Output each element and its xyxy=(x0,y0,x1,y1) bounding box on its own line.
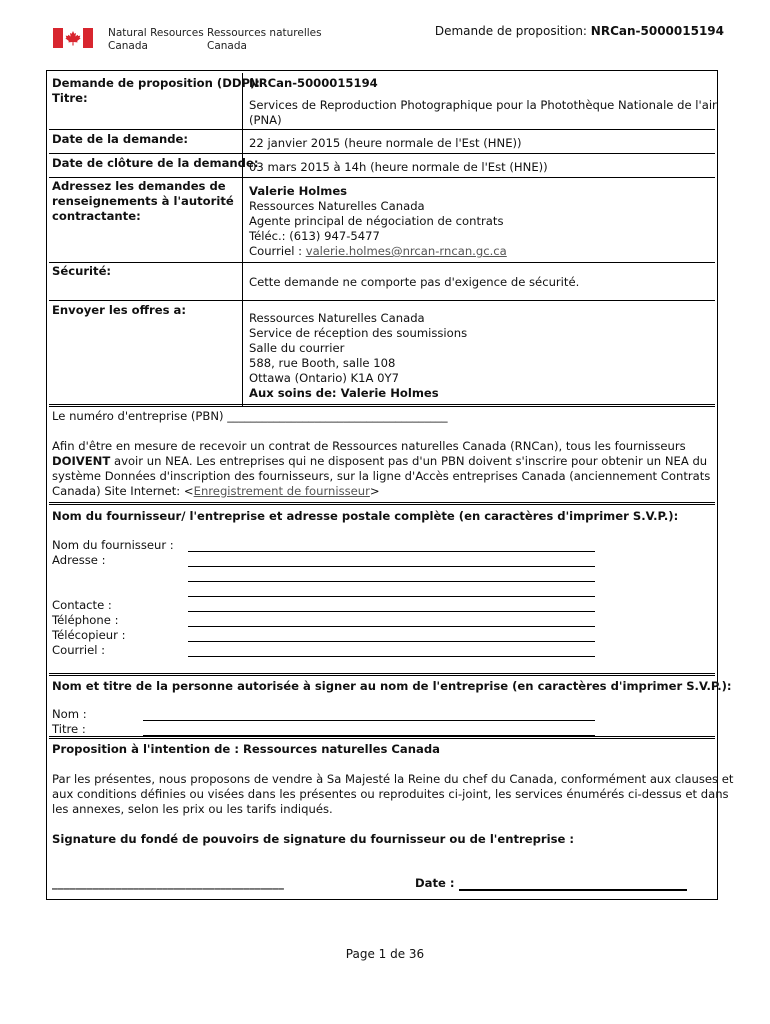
pbn-line4-prefix: Canada) Site Internet: < xyxy=(52,484,194,498)
fax-field[interactable] xyxy=(188,641,595,642)
address-label: Adresse : xyxy=(52,553,106,567)
proposal-paragraph-line1: Par les présentes, nous proposons de vendre à Sa Majesté la Reine du chef du Canada, conformément aux clauses et xyxy=(52,772,734,786)
dept-en-line2: Canada xyxy=(108,40,148,52)
supplier-name-field[interactable] xyxy=(188,551,595,552)
contact-label-line1: Adressez les demandes de xyxy=(52,179,226,193)
contact-email-row xyxy=(249,244,507,259)
address-field-line1[interactable] xyxy=(188,566,595,567)
closing-date-value: 03 mars 2015 à 14h (heure normale de l'Est (HNE)) xyxy=(249,160,548,174)
request-date-label: Date de la demande: xyxy=(52,132,189,146)
contact-fax: Téléc.: (613) 947-5477 xyxy=(249,229,380,243)
section-divider xyxy=(49,736,715,739)
pbn-paragraph-line4 xyxy=(52,484,380,499)
form-frame xyxy=(46,70,734,900)
closing-date-label: Date de clôture de la demande: xyxy=(52,156,259,170)
row-divider xyxy=(49,129,715,130)
row-divider xyxy=(49,262,715,263)
send-address-line5: Ottawa (Ontario) K1A 0Y7 xyxy=(249,371,399,385)
supplier-name-label: Nom du fournisseur : xyxy=(52,538,174,552)
signer-title-field[interactable] xyxy=(143,735,595,736)
supplier-section-heading: Nom du fournisseur/ l'entreprise et adresse postale complète (en caractères d'imprimer S.V.P.): xyxy=(52,509,679,523)
contact-label-line3: contractante: xyxy=(52,209,141,223)
address-field-line3[interactable] xyxy=(188,596,595,597)
pbn-paragraph-line2 xyxy=(52,454,707,469)
form-body xyxy=(49,73,734,897)
send-address-line2: Service de réception des soumissions xyxy=(249,326,468,340)
send-attention-line: Aux soins de: Valerie Holmes xyxy=(249,386,439,400)
send-address-line1: Ressources Naturelles Canada xyxy=(249,311,425,325)
contact-role: Agente principal de négociation de contrats xyxy=(249,214,504,228)
section-divider xyxy=(49,673,715,676)
contact-label-line2: renseignements à l'autorité xyxy=(52,194,234,208)
contact-organization: Ressources Naturelles Canada xyxy=(249,199,425,213)
contact-email-link[interactable]: valerie.holmes@nrcan-rncan.gc.ca xyxy=(305,244,507,258)
section-divider xyxy=(49,502,715,505)
section-divider xyxy=(49,404,715,407)
pbn-line2-text: avoir un NEA. Les entreprises qui ne disposent pas d'un PBN doivent s'inscrire pour obtenir un NEA du xyxy=(110,454,708,468)
send-address-line3: Salle du courrier xyxy=(249,341,345,355)
column-divider xyxy=(242,73,243,406)
address-field-line2[interactable] xyxy=(188,581,595,582)
dept-fr-line1: Ressources naturelles xyxy=(207,27,322,39)
rfp-value: NRCan-5000015194 xyxy=(249,76,378,90)
signature-label: Signature du fondé de pouvoirs de signature du fournisseur ou de l'entreprise : xyxy=(52,832,575,846)
dept-en-line1: Natural Resources xyxy=(108,27,204,39)
signer-name-field[interactable] xyxy=(143,720,595,721)
email-label: Courriel : xyxy=(52,643,106,657)
request-date-value: 22 janvier 2015 (heure normale de l'Est (HNE)) xyxy=(249,136,522,150)
proposal-paragraph-line3: les annexes, selon les prix ou les tarifs indiqués. xyxy=(52,802,333,816)
pbn-paragraph-line3: système Données d'inscription des fournisseurs, sur la ligne d'Accès entreprises Canada (anciennement Contrats xyxy=(52,469,711,483)
proposal-heading: Proposition à l'intention de : Ressources naturelles Canada xyxy=(52,742,440,756)
security-value: Cette demande ne comporte pas d'exigence de sécurité. xyxy=(249,275,580,289)
row-divider xyxy=(49,300,715,301)
contact-name: Valerie Holmes xyxy=(249,184,348,198)
row-divider xyxy=(49,177,715,178)
pbn-line4-suffix: > xyxy=(369,484,380,498)
page-header xyxy=(0,0,770,60)
send-offers-label: Envoyer les offres a: xyxy=(52,303,186,317)
security-label: Sécurité: xyxy=(52,264,112,278)
request-header-number: NRCan-5000015194 xyxy=(590,24,724,38)
page-number: Page 1 de 36 xyxy=(345,947,425,961)
signature-date-label: Date : xyxy=(415,876,455,890)
pbn-emphasis: DOIVENT xyxy=(52,454,111,468)
pbn-field[interactable]: Le numéro d'entreprise (PBN) ______________________________________ xyxy=(52,409,448,423)
department-name-english xyxy=(108,27,204,53)
send-address-line4: 588, rue Booth, salle 108 xyxy=(249,356,396,370)
title-line1: Services de Reproduction Photographique pour la Photothèque Nationale de l'air xyxy=(249,98,717,112)
supplier-registration-link[interactable]: Enregistrement de fournisseur xyxy=(193,484,370,498)
request-header-label: Demande de proposition: xyxy=(434,24,591,38)
email-field[interactable] xyxy=(188,656,595,657)
phone-label: Téléphone : xyxy=(52,613,119,627)
signer-section-heading: Nom et titre de la personne autorisée à signer au nom de l'entreprise (en caractères d'imprimer S.V.P.): xyxy=(52,679,732,693)
proposal-paragraph-line2: aux conditions définies ou visées dans les présentes ou reproduites ci-joint, les services énumérés ci-dessus et dans xyxy=(52,787,729,801)
department-name-french xyxy=(207,27,322,53)
request-header xyxy=(435,24,724,38)
rfp-label: Demande de proposition (DDP): xyxy=(52,76,260,90)
row-divider xyxy=(49,153,715,154)
canada-flag-icon xyxy=(53,28,93,48)
fax-label: Télécopieur : xyxy=(52,628,126,642)
signature-field[interactable]: ________________________________________ xyxy=(52,876,284,890)
signer-title-label: Titre : xyxy=(52,722,86,736)
dept-fr-line2: Canada xyxy=(207,40,247,52)
title-line2: (PNA) xyxy=(249,113,282,127)
signer-name-label: Nom : xyxy=(52,707,87,721)
contact-person-label: Contacte : xyxy=(52,598,112,612)
pbn-paragraph-line1: Afin d'être en mesure de recevoir un contrat de Ressources naturelles Canada (RNCan), tous les fournisseurs xyxy=(52,439,686,453)
contact-email-prefix: Courriel : xyxy=(249,244,306,258)
phone-field[interactable] xyxy=(188,626,595,627)
signature-date-field[interactable] xyxy=(459,889,687,891)
contact-person-field[interactable] xyxy=(188,611,595,612)
title-label: Titre: xyxy=(52,91,88,105)
